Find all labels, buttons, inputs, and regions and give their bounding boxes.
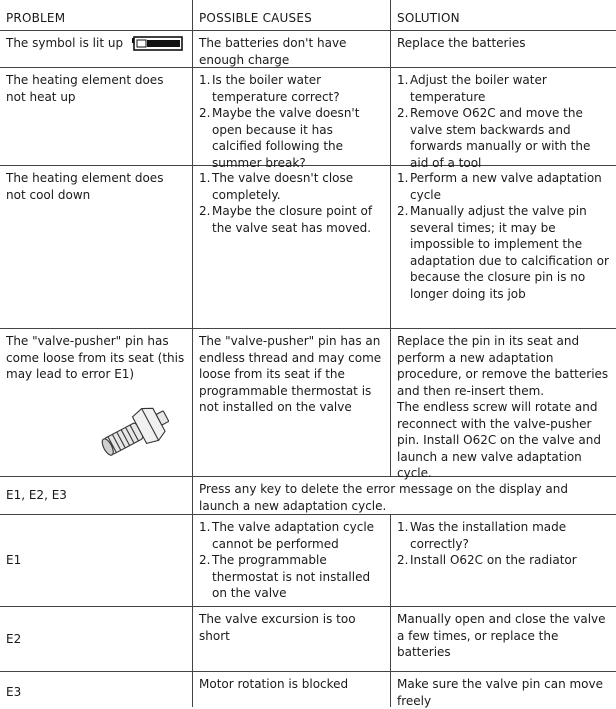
list-item: 1. Perform a new valve adaptation cycle bbox=[397, 171, 602, 202]
table-row bbox=[0, 166, 616, 329]
list-item: 2. Remove O62C and move the valve stem backwards and forwards manually or with the aid of a tool bbox=[397, 106, 591, 170]
causes-cell: The valve excursion is too short bbox=[192, 607, 390, 671]
table-row bbox=[0, 607, 616, 672]
list-item: 1. The valve doesn't close completely. bbox=[199, 171, 354, 202]
problem-cell bbox=[0, 31, 192, 67]
causes-cell: Motor rotation is blocked bbox=[192, 672, 390, 707]
list-item: 1. Adjust the boiler water temperature bbox=[397, 73, 547, 104]
solution-cell: Replace the batteries bbox=[390, 31, 616, 67]
causes-cell: The batteries don't have enough charge bbox=[192, 31, 390, 67]
table-header-row bbox=[0, 0, 616, 31]
list-item: 1. Is the boiler water temperature correct? bbox=[199, 73, 340, 104]
causes-list bbox=[199, 170, 384, 236]
table-row bbox=[0, 515, 616, 607]
problem-cell: E2 bbox=[6, 631, 22, 646]
solution-cell: Replace the pin in its seat and perform a new adaptation procedure, or remove the batteries and then re-insert them. The endless screw will rotate and reconnect with the valve-pusher pin. Install O62C on the valve and launch a new valve adaptation cycle. bbox=[390, 329, 616, 476]
causes-cell bbox=[192, 166, 390, 328]
problem-cell: The heating element does not heat up bbox=[6, 73, 164, 104]
problem-cell: E1 bbox=[6, 553, 22, 568]
valve-pin-illustration bbox=[96, 397, 176, 467]
problem-cell bbox=[0, 329, 192, 476]
solution-cell: Make sure the valve pin can move freely bbox=[390, 672, 616, 707]
list-item: 1. Was the installation made correctly? bbox=[397, 520, 567, 551]
problem-cell: E1, E2, E3 bbox=[6, 488, 67, 503]
solution-list bbox=[397, 519, 610, 569]
solution-cell: Manually open and close the valve a few times, or replace the batteries bbox=[390, 607, 616, 671]
list-item: 2. Manually adjust the valve pin several times; it may be impossible to implement the adaptation due to calcification or because the closure pin is no longer doing its job bbox=[397, 204, 609, 301]
list-item: 2. Maybe the closure point of the valve seat has moved. bbox=[199, 204, 373, 235]
problem-cell: E3 bbox=[6, 685, 22, 699]
table-row bbox=[0, 672, 616, 707]
solution-cell bbox=[390, 166, 616, 328]
battery-low-icon bbox=[131, 36, 185, 52]
solution-cell bbox=[390, 515, 616, 606]
table-row bbox=[0, 329, 616, 480]
header-solution: SOLUTION bbox=[390, 0, 616, 30]
header-causes: POSSIBLE CAUSES bbox=[192, 0, 390, 30]
problem-text: The "valve-pusher" pin has come loose from its seat (this may lead to error E1) bbox=[6, 334, 185, 381]
header-problem: PROBLEM bbox=[6, 11, 66, 25]
causes-cell bbox=[192, 68, 390, 170]
causes-list bbox=[199, 72, 384, 171]
list-item: 2. Install O62C on the radiator bbox=[397, 553, 577, 567]
problem-text: The symbol is lit up bbox=[6, 36, 124, 50]
list-item: 2. The programmable thermostat is not installed on the valve bbox=[199, 553, 371, 600]
table-row bbox=[0, 31, 616, 68]
causes-list bbox=[199, 519, 384, 602]
problem-cell: The heating element does not cool down bbox=[6, 171, 164, 202]
solution-list bbox=[397, 72, 610, 171]
solution-cell bbox=[390, 68, 616, 170]
table-row bbox=[0, 68, 616, 170]
list-item: 2. Maybe the valve doesn't open because it has calcified following the summer break? bbox=[199, 106, 360, 170]
table-row bbox=[0, 477, 616, 515]
causes-cell bbox=[192, 515, 390, 606]
causes-cell: The "valve-pusher" pin has an endless thread and may come loose from its seat if the programmable thermostat is not installed on the valve bbox=[192, 329, 390, 476]
merged-cell: Press any key to delete the error message on the display and launch a new adaptation cycle. bbox=[192, 477, 616, 514]
list-item: 1. The valve adaptation cycle cannot be performed bbox=[199, 520, 375, 551]
solution-list bbox=[397, 170, 610, 302]
